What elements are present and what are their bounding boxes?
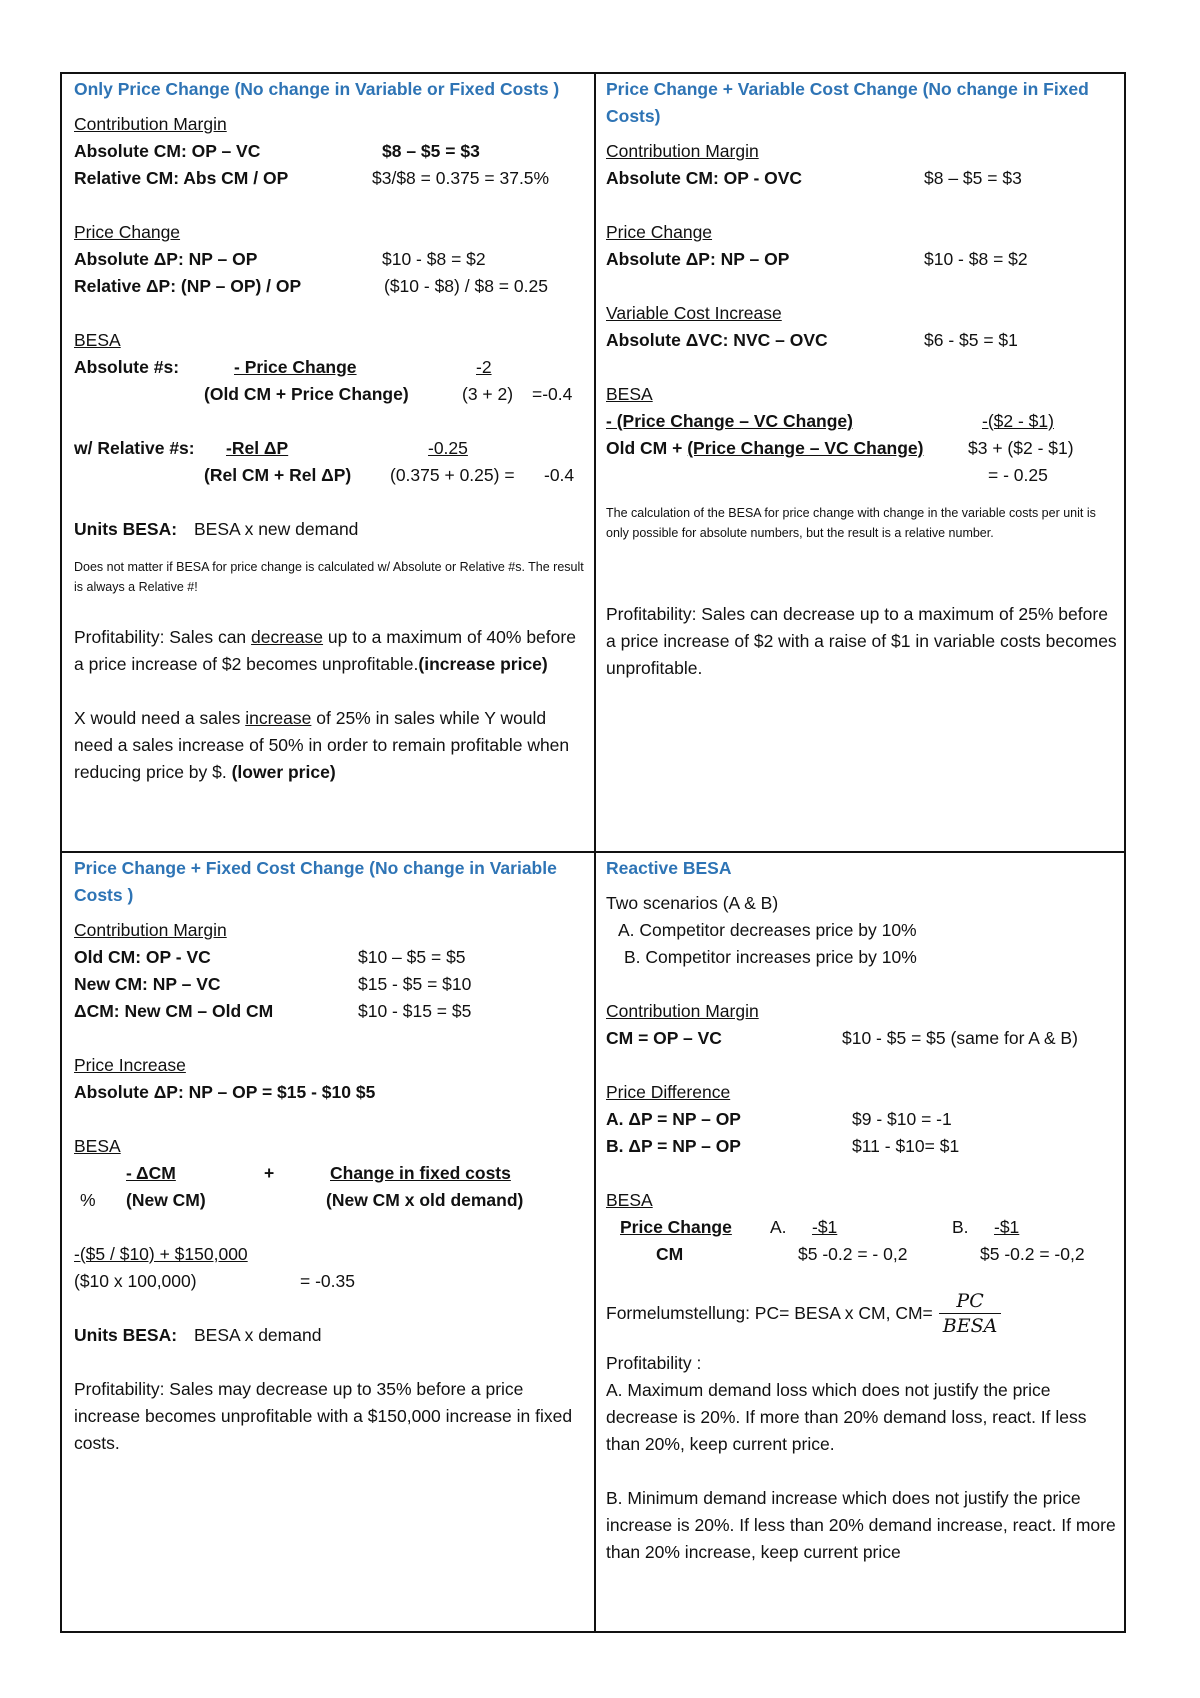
quadrant-price-change [74,76,586,786]
calc-denominator: ($10 x 100,000) [74,1271,197,1291]
abs-dvc-label: Absolute ΔVC: NVC – OVC [606,330,828,350]
cm-heading: Contribution Margin [74,114,227,134]
profitability-text: Profitability: Sales may decrease up to 35% before a price increase becomes unprofitable with a $150,000 increase in fixed costs. [74,1379,573,1453]
delta-cm-label: ΔCM: New CM – Old CM [74,1001,274,1021]
profitability-heading: Profitability : [606,1353,702,1373]
price-increase-heading: Price Increase [74,1055,186,1075]
abs-num-result: =-0.4 [532,384,573,404]
calc-result: = -0.35 [300,1271,355,1291]
units-besa-value: BESA x demand [194,1325,322,1345]
variable-cost-heading: Variable Cost Increase [606,303,782,323]
quadrant-price-variable-cost [606,76,1122,682]
rel-num-label: w/ Relative #s: [74,438,195,458]
b-numerator: -$1 [994,1217,1020,1237]
units-besa-label: Units BESA: [74,519,178,539]
profitability-text: Profitability: Sales can decrease up to a maximum of 25% before a price increase of $2 with a raise of $1 in variable costs becomes unprofitable. [606,604,1117,678]
abs-num-label: Absolute #s: [74,357,180,377]
abs-cm-value: $8 – $5 = $3 [924,168,1022,188]
cm-heading: Contribution Margin [606,1001,759,1021]
rel-dp-label: Relative ΔP: (NP – OP) / OP [74,276,302,296]
price-change-heading: Price Change [74,222,181,242]
abs-dp-value: $10 - $8 = $2 [924,249,1028,269]
cm-label: CM = OP – VC [606,1028,722,1048]
abs-num-numerator-value: -2 [476,357,492,377]
a-tag: A. [770,1217,787,1237]
a-dp-label: A. ΔP = NP – OP [606,1109,741,1129]
quadrant-price-fixed-cost [74,855,586,1457]
b-denominator: $5 -0.2 = -0,2 [980,1244,1085,1264]
xy-comparison-text: X would need a sales increase of 25% in sales while Y would need a sales increase of 50% in order to remain profitable when reducing price by $. (lower price) [74,708,570,782]
abs-cm-value: $8 – $5 = $3 [382,141,480,161]
abs-num-denominator-value: (3 + 2) [462,384,514,404]
rel-num-numerator: -Rel ΔP [226,438,289,458]
besa-denominator-b: (New CM x old demand) [326,1190,524,1210]
besa-result: = - 0.25 [988,465,1048,485]
abs-cm-label: Absolute CM: OP – VC [74,141,261,161]
new-cm-value: $15 - $5 = $10 [358,974,472,994]
profitability-text: Profitability: Sales can decrease up to a maximum of 40% before a price increase of $2 becomes unprofitable.(increase price) [74,627,576,674]
scenarios-text: Two scenarios (A & B) [606,893,779,913]
cheat-sheet-table [60,72,1126,1633]
section-title: Reactive BESA [606,858,732,878]
note-text: Does not matter if BESA for price change is calculated w/ Absolute or Relative #s. The result is always a Relative #! [74,560,584,594]
b-dp-label: B. ΔP = NP – OP [606,1136,741,1156]
fraction-numerator: PC [956,1289,984,1312]
besa-denominator: Old CM + (Price Change – VC Change) [606,438,924,458]
abs-dp-value: $10 - $8 = $2 [382,249,486,269]
horizontal-divider [62,851,1124,853]
plus-sign: + [264,1163,275,1183]
cm-heading: Contribution Margin [606,141,759,161]
calc-numerator: -($5 / $10) + $150,000 [74,1244,248,1264]
fraction-denominator: BESA [939,1313,1002,1338]
rel-num-denominator-value: (0.375 + 0.25) = [390,465,515,485]
a-dp-value: $9 - $10 = -1 [852,1109,952,1129]
formel-text: Formelumstellung: PC= BESA x CM, CM= [606,1302,933,1323]
besa-numerator-value: -($2 - $1) [982,411,1054,431]
rel-num-numerator-value: -0.25 [428,438,468,458]
a-denominator: $5 -0.2 = - 0,2 [798,1244,908,1264]
section-title: Only Price Change (No change in Variable or Fixed Costs ) [74,79,560,99]
formula-rearrangement [606,1290,1122,1336]
price-change-heading: Price Change [606,222,713,242]
abs-cm-label: Absolute CM: OP - OVC [606,168,803,188]
besa-numerator-b: Change in fixed costs [330,1163,511,1183]
abs-num-numerator: - Price Change [234,357,357,377]
abs-dvc-value: $6 - $5 = $1 [924,330,1018,350]
rel-cm-label: Relative CM: Abs CM / OP [74,168,289,188]
old-cm-value: $10 – $5 = $5 [358,947,466,967]
cm-fraction [939,1289,1002,1338]
besa-heading: BESA [606,384,653,404]
units-besa-label: Units BESA: [74,1325,178,1345]
besa-price-change: Price Change [620,1217,732,1237]
besa-denominator-value: $3 + ($2 - $1) [968,438,1074,458]
profitability-a-text: A. Maximum demand loss which does not justify the price decrease is 20%. If more than 20% demand loss, react. If less than 20%, keep current price. [606,1380,1087,1454]
abs-dp-text: Absolute ΔP: NP – OP = $15 - $10 $5 [74,1082,376,1102]
section-title: Price Change + Variable Cost Change (No change in Fixed Costs) [606,79,1089,126]
section-title: Price Change + Fixed Cost Change (No change in Variable Costs ) [74,858,557,905]
abs-dp-label: Absolute ΔP: NP – OP [74,249,258,269]
old-cm-label: Old CM: OP - VC [74,947,211,967]
note-text: The calculation of the BESA for price change with change in the variable costs per unit is only possible for absolute numbers, but the result is a relative number. [606,506,1096,540]
rel-num-result: -0.4 [544,465,575,485]
b-dp-value: $11 - $10= $1 [852,1136,960,1156]
new-cm-label: New CM: NP – VC [74,974,221,994]
besa-denominator-a: (New CM) [126,1190,206,1210]
besa-cm: CM [656,1244,684,1264]
besa-numerator: - (Price Change – VC Change) [606,411,853,431]
quadrant-reactive-besa [606,855,1122,1566]
scenario-a: A. Competitor decreases price by 10% [618,920,917,940]
rel-cm-value: $3/$8 = 0.375 = 37.5% [372,168,550,188]
units-besa-value: BESA x new demand [194,519,359,539]
price-difference-heading: Price Difference [606,1082,731,1102]
a-numerator: -$1 [812,1217,838,1237]
delta-cm-value: $10 - $15 = $5 [358,1001,472,1021]
profitability-b-text: B. Minimum demand increase which does not justify the price increase is 20%. If less than 20% demand increase, react. If more than 20% increase, keep current price [606,1488,1116,1562]
abs-num-denominator: (Old CM + Price Change) [204,384,409,404]
besa-heading: BESA [74,330,121,350]
scenario-b: B. Competitor increases price by 10% [624,947,917,967]
rel-num-denominator: (Rel CM + Rel ΔP) [204,465,352,485]
besa-heading: BESA [74,1136,121,1156]
abs-dp-label: Absolute ΔP: NP – OP [606,249,790,269]
cm-heading: Contribution Margin [74,920,227,940]
b-tag: B. [952,1217,969,1237]
besa-heading: BESA [606,1190,653,1210]
cm-value: $10 - $5 = $5 (same for A & B) [842,1028,1078,1048]
rel-dp-value: ($10 - $8) / $8 = 0.25 [384,276,548,296]
percent-sign: % [80,1190,96,1210]
besa-numerator-a: - ΔCM [126,1163,176,1183]
